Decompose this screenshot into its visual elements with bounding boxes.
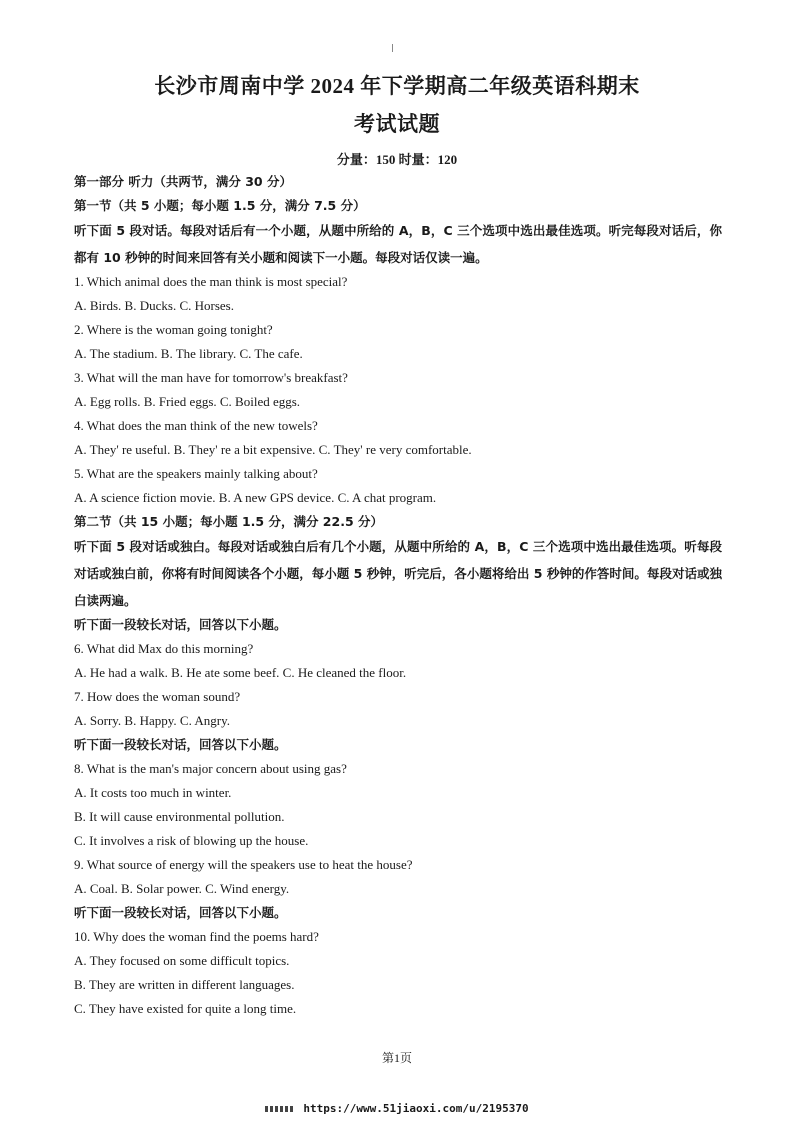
question-line: A. They' re useful. B. They' re a bit expensive. C. They' re very comfortable. [74,442,472,457]
question-line: 8. What is the man's major concern about using gas? [74,761,347,776]
question-line: C. It involves a risk of blowing up the house. [74,833,309,848]
instruction-paragraph: 听下面 5 段对话。每段对话后有一个小题，从题中所给的 A，B，C 三个选项中选出最佳选项。听完每段对话后，你都有 10 秒钟的时间来回答有关小题和阅读下一小题。每段对话仅读一遍。 [74,223,722,265]
top-mark [392,44,393,52]
section-heading: 听下面一段较长对话，回答以下小题。 [74,617,287,632]
question-line: 4. What does the man think of the new towels? [74,418,318,433]
question-line: A. Sorry. B. Happy. C. Angry. [74,713,230,728]
source-url: https://www.51jiaoxi.com/u/2195370 [303,1102,529,1115]
question-line: 10. Why does the woman find the poems hard? [74,929,319,944]
exam-meta: 分量：150 时量：120 [336,152,458,167]
watermark-logo-icon [265,1106,295,1112]
question-line: A. Coal. B. Solar power. C. Wind energy. [74,881,290,896]
question-line: 7. How does the woman sound? [74,689,241,704]
title-line-1: 长沙市周南中学 2024 年下学期高二年级英语科期末 [154,74,640,98]
section-heading: 听下面一段较长对话，回答以下小题。 [74,737,287,752]
source-url-bar [0,1102,794,1115]
title-line-2: 考试试题 [354,112,440,136]
instruction-paragraph: 听下面 5 段对话或独白。每段对话或独白后有几个小题，从题中所给的 A，B，C 三个选项中选出最佳选项。听每段对话或独白前，你将有时间阅读各个小题，每小题 5 秒钟，听完后，各小题将给出 5 秒钟的作答时间。每段对话或独白读两遍。 [74,539,722,608]
question-line: 2. Where is the woman going tonight? [74,322,273,337]
question-line: 1. Which animal does the man think is most special? [74,274,348,289]
question-line: 3. What will the man have for tomorrow's breakfast? [74,370,348,385]
question-line: B. It will cause environmental pollution. [74,809,285,824]
question-line: A. Birds. B. Ducks. C. Horses. [74,298,234,313]
question-line: 6. What did Max do this morning? [74,641,254,656]
question-line: B. They are written in different languages. [74,977,295,992]
question-line: A. A science fiction movie. B. A new GPS device. C. A chat program. [74,490,437,505]
question-line: C. They have existed for quite a long time. [74,1001,297,1016]
page-number: 第1页 [381,1051,412,1065]
question-line: A. It costs too much in winter. [74,785,232,800]
exam-content [74,174,722,1025]
question-line: A. The stadium. B. The library. C. The cafe. [74,346,303,361]
section-heading: 第一节（共 5 小题；每小题 1.5 分，满分 7.5 分） [74,198,366,213]
section-heading: 第一部分 听力（共两节，满分 30 分） [74,174,292,189]
question-line: A. Egg rolls. B. Fried eggs. C. Boiled eggs. [74,394,301,409]
section-heading: 第二节（共 15 小题；每小题 1.5 分，满分 22.5 分） [74,514,383,529]
question-line: 5. What are the speakers mainly talking about? [74,466,318,481]
section-heading: 听下面一段较长对话，回答以下小题。 [74,905,287,920]
question-line: A. He had a walk. B. He ate some beef. C. He cleaned the floor. [74,665,407,680]
question-line: 9. What source of energy will the speakers use to heat the house? [74,857,413,872]
question-line: A. They focused on some difficult topics. [74,953,290,968]
